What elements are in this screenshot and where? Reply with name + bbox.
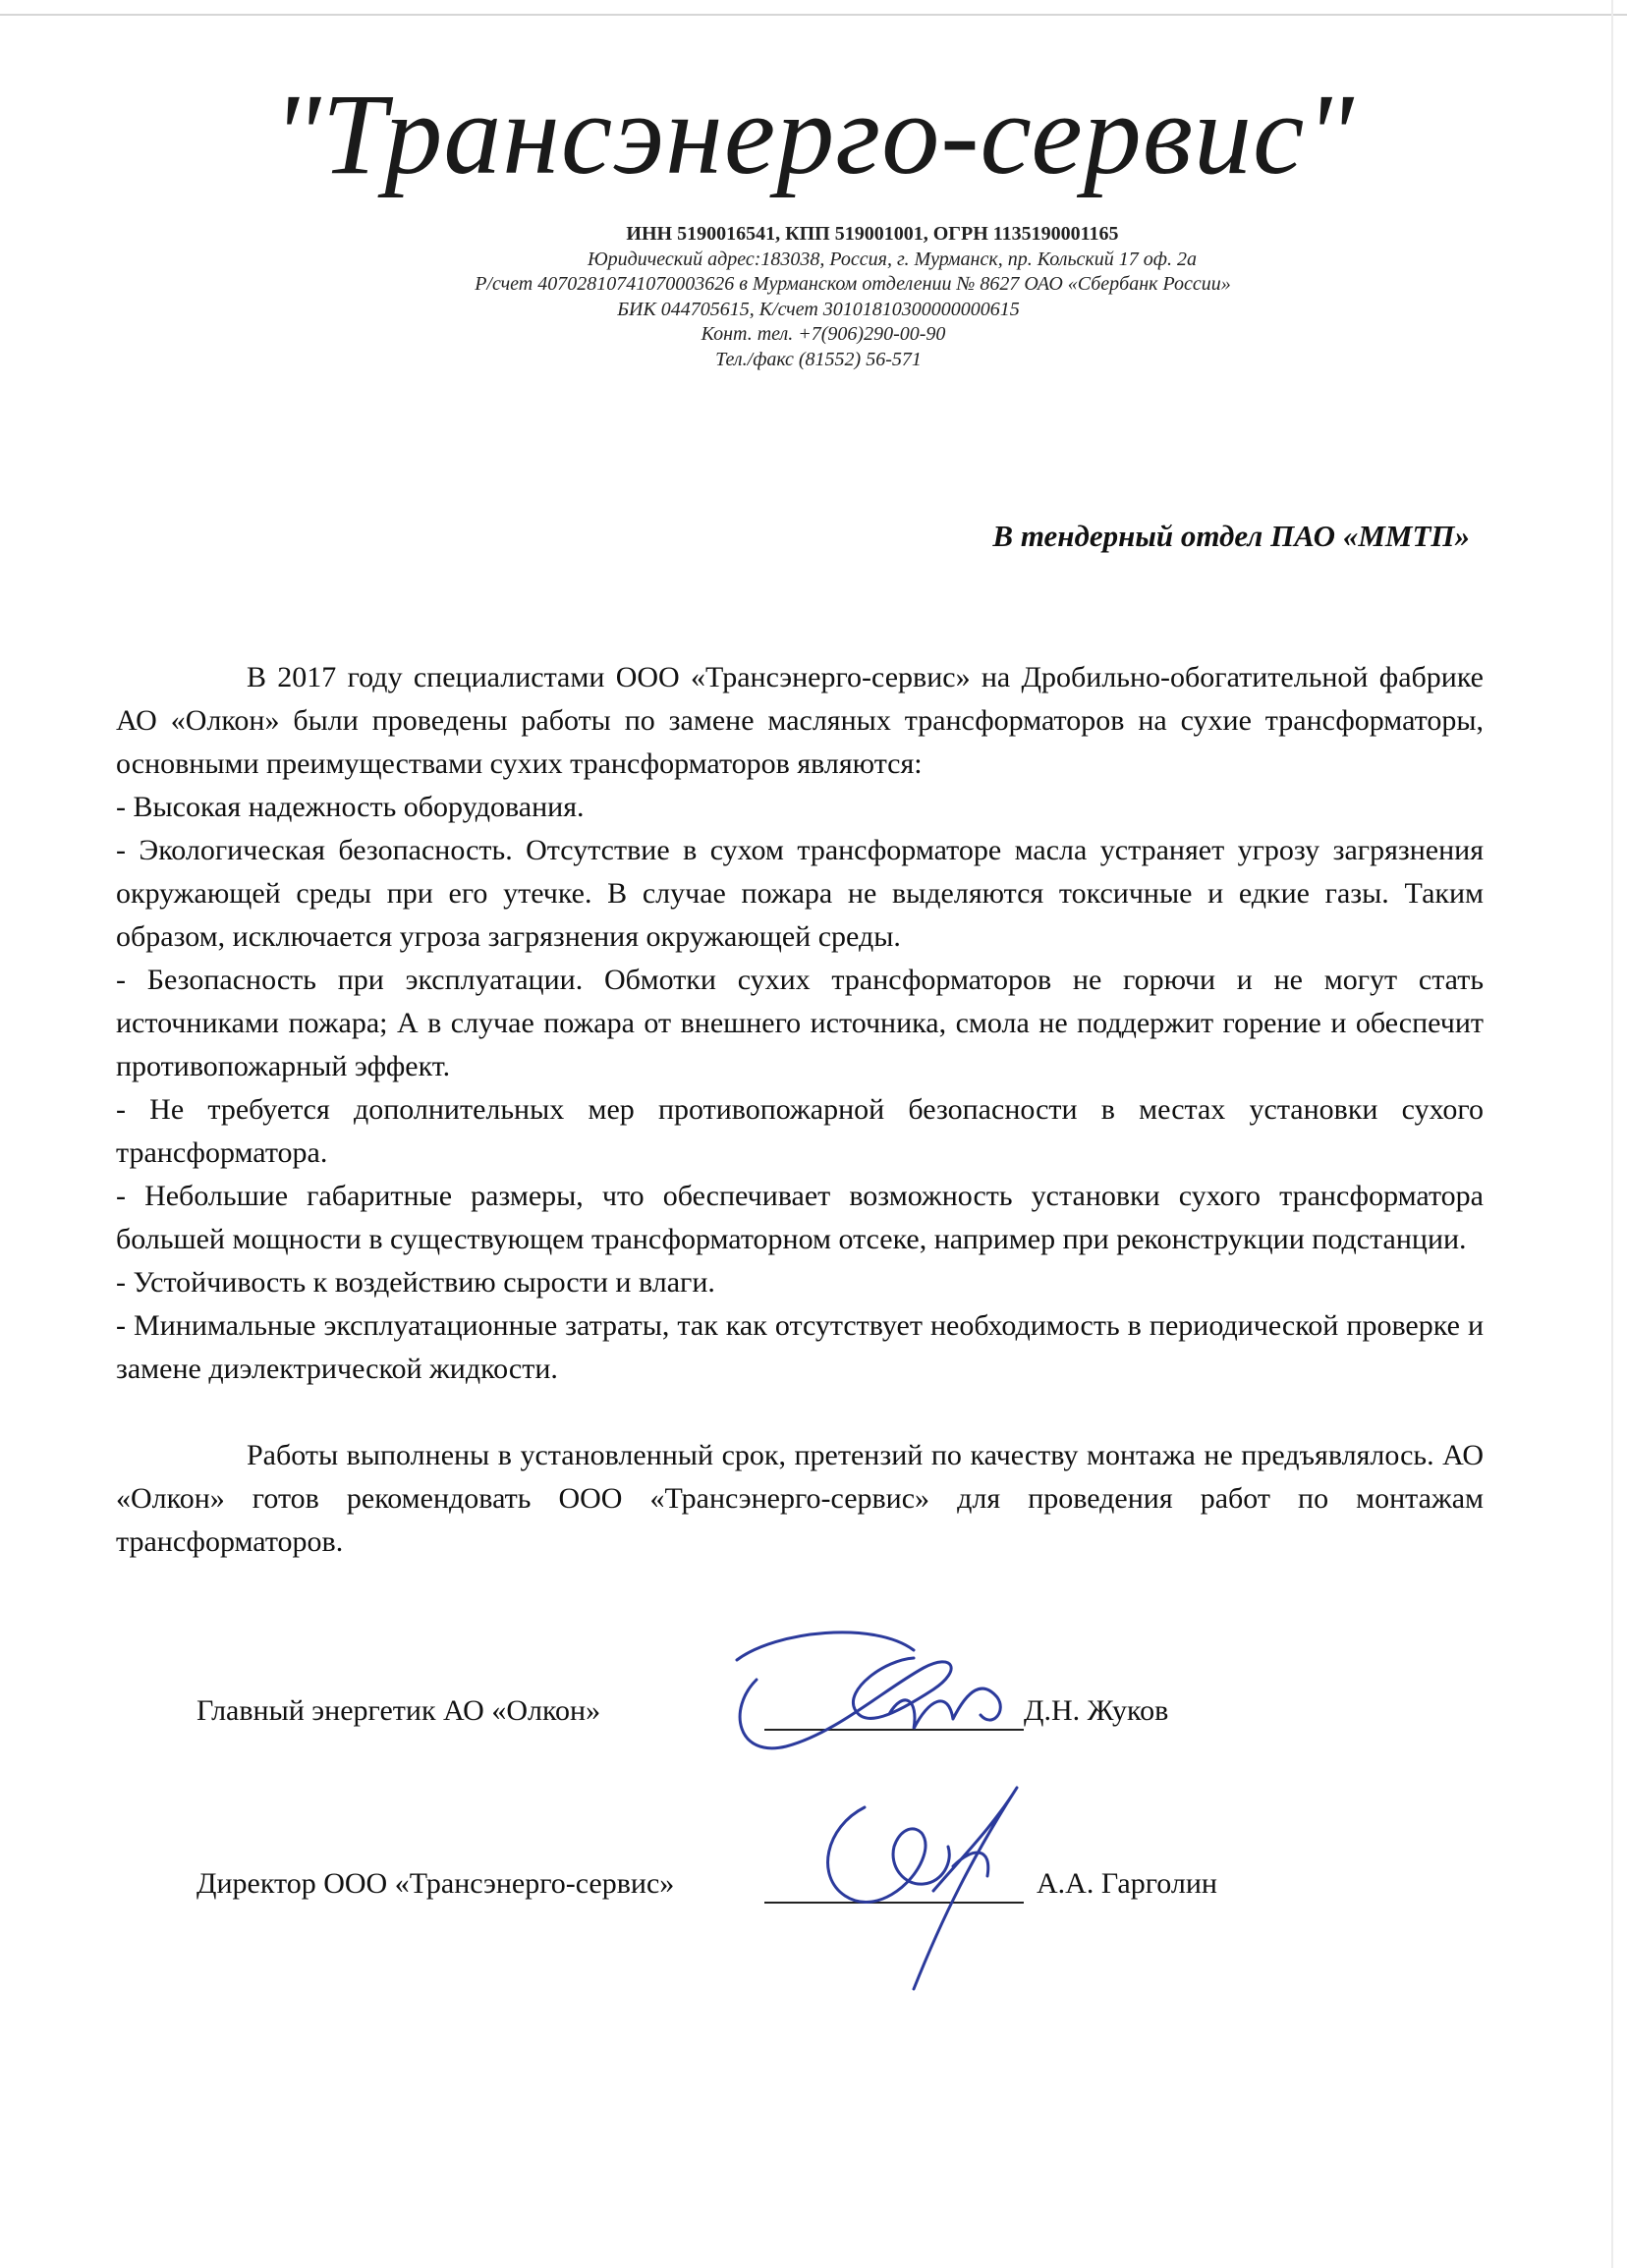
signatory-role: Директор ООО «Трансэнерго-сервис» bbox=[196, 1867, 675, 1900]
list-item: - Небольшие габаритные размеры, что обеспечивает возможность установки сухого трансформатора большей мощности в существующем трансформаторном отсеке, например при реконструкции подстанции. bbox=[116, 1180, 1484, 1255]
signatory-name: Д.Н. Жуков bbox=[1024, 1694, 1169, 1727]
conclusion-paragraph: Работы выполнены в установленный срок, претензий по качеству монтажа не предъявлялось. АО «Олкон» готов рекомендовать ООО «Трансэнерго-сервис» для проведения работ по монтажам трансформаторов. bbox=[116, 1439, 1484, 1558]
handwritten-signature-zhukov bbox=[717, 1621, 1051, 1768]
company-requisites bbox=[0, 222, 1627, 372]
list-item: - Устойчивость к воздействию сырости и влаги. bbox=[116, 1266, 715, 1299]
list-item: - Экологическая безопасность. Отсутствие в сухом трансформаторе масла устраняет угрозу загрязнения окружающей среды при его утечке. В случае пожара не выделяются токсичные и едкие газы. Таким образом, исключается угроза загрязнения окружающей среды. bbox=[116, 834, 1484, 953]
signatory-name: А.А. Гарголин bbox=[1037, 1867, 1217, 1900]
scan-top-edge bbox=[0, 14, 1627, 16]
bik-account: БИК 044705615, К/счет 30101810300000000615 bbox=[617, 298, 1020, 320]
list-item: - Минимальные эксплуатационные затраты, так как отсутствует необходимость в периодической проверке и замене диэлектрической жидкости. bbox=[116, 1309, 1484, 1385]
list-item: - Не требуется дополнительных мер противопожарной безопасности в местах установки сухого трансформатора. bbox=[116, 1093, 1484, 1169]
handwritten-signature-gargolin bbox=[806, 1768, 1100, 2004]
bank-account: Р/счет 40702810741070003626 в Мурманском отделении № 8627 ОАО «Сбербанк России» bbox=[475, 273, 1231, 295]
letter-body bbox=[116, 656, 1484, 1564]
signatory-role: Главный энергетик АО «Олкон» bbox=[196, 1694, 601, 1727]
legal-address: Юридический адрес:183038, Россия, г. Мурманск, пр. Кольский 17 оф. 2а bbox=[588, 248, 1197, 270]
company-title: "Трансэнерго-сервис" bbox=[272, 70, 1355, 198]
inn-kpp-ogrn: ИНН 5190016541, КПП 519001001, ОГРН 1135190001165 bbox=[626, 223, 1119, 245]
contact-phone: Конт. тел. +7(906)290-00-90 bbox=[701, 323, 946, 345]
addressee: В тендерный отдел ПАО «ММТП» bbox=[992, 519, 1470, 553]
list-item: - Высокая надежность оборудования. bbox=[116, 791, 585, 823]
fax: Тел./факс (81552) 56-571 bbox=[715, 348, 922, 370]
intro-paragraph: В 2017 году специалистами ООО «Трансэнерго-сервис» на Дробильно-обогатительной фабрике АО «Олкон» были проведены работы по замене масляных трансформаторов на сухие трансформаторы, основными преимуществами сухих трансформаторов являются: bbox=[116, 661, 1484, 780]
list-item: - Безопасность при эксплуатации. Обмотки сухих трансформаторов не горючи и не могут стать источниками пожара; А в случае пожара от внешнего источника, смола не поддержит горение и обеспечит противопожарный эффект. bbox=[116, 964, 1484, 1082]
